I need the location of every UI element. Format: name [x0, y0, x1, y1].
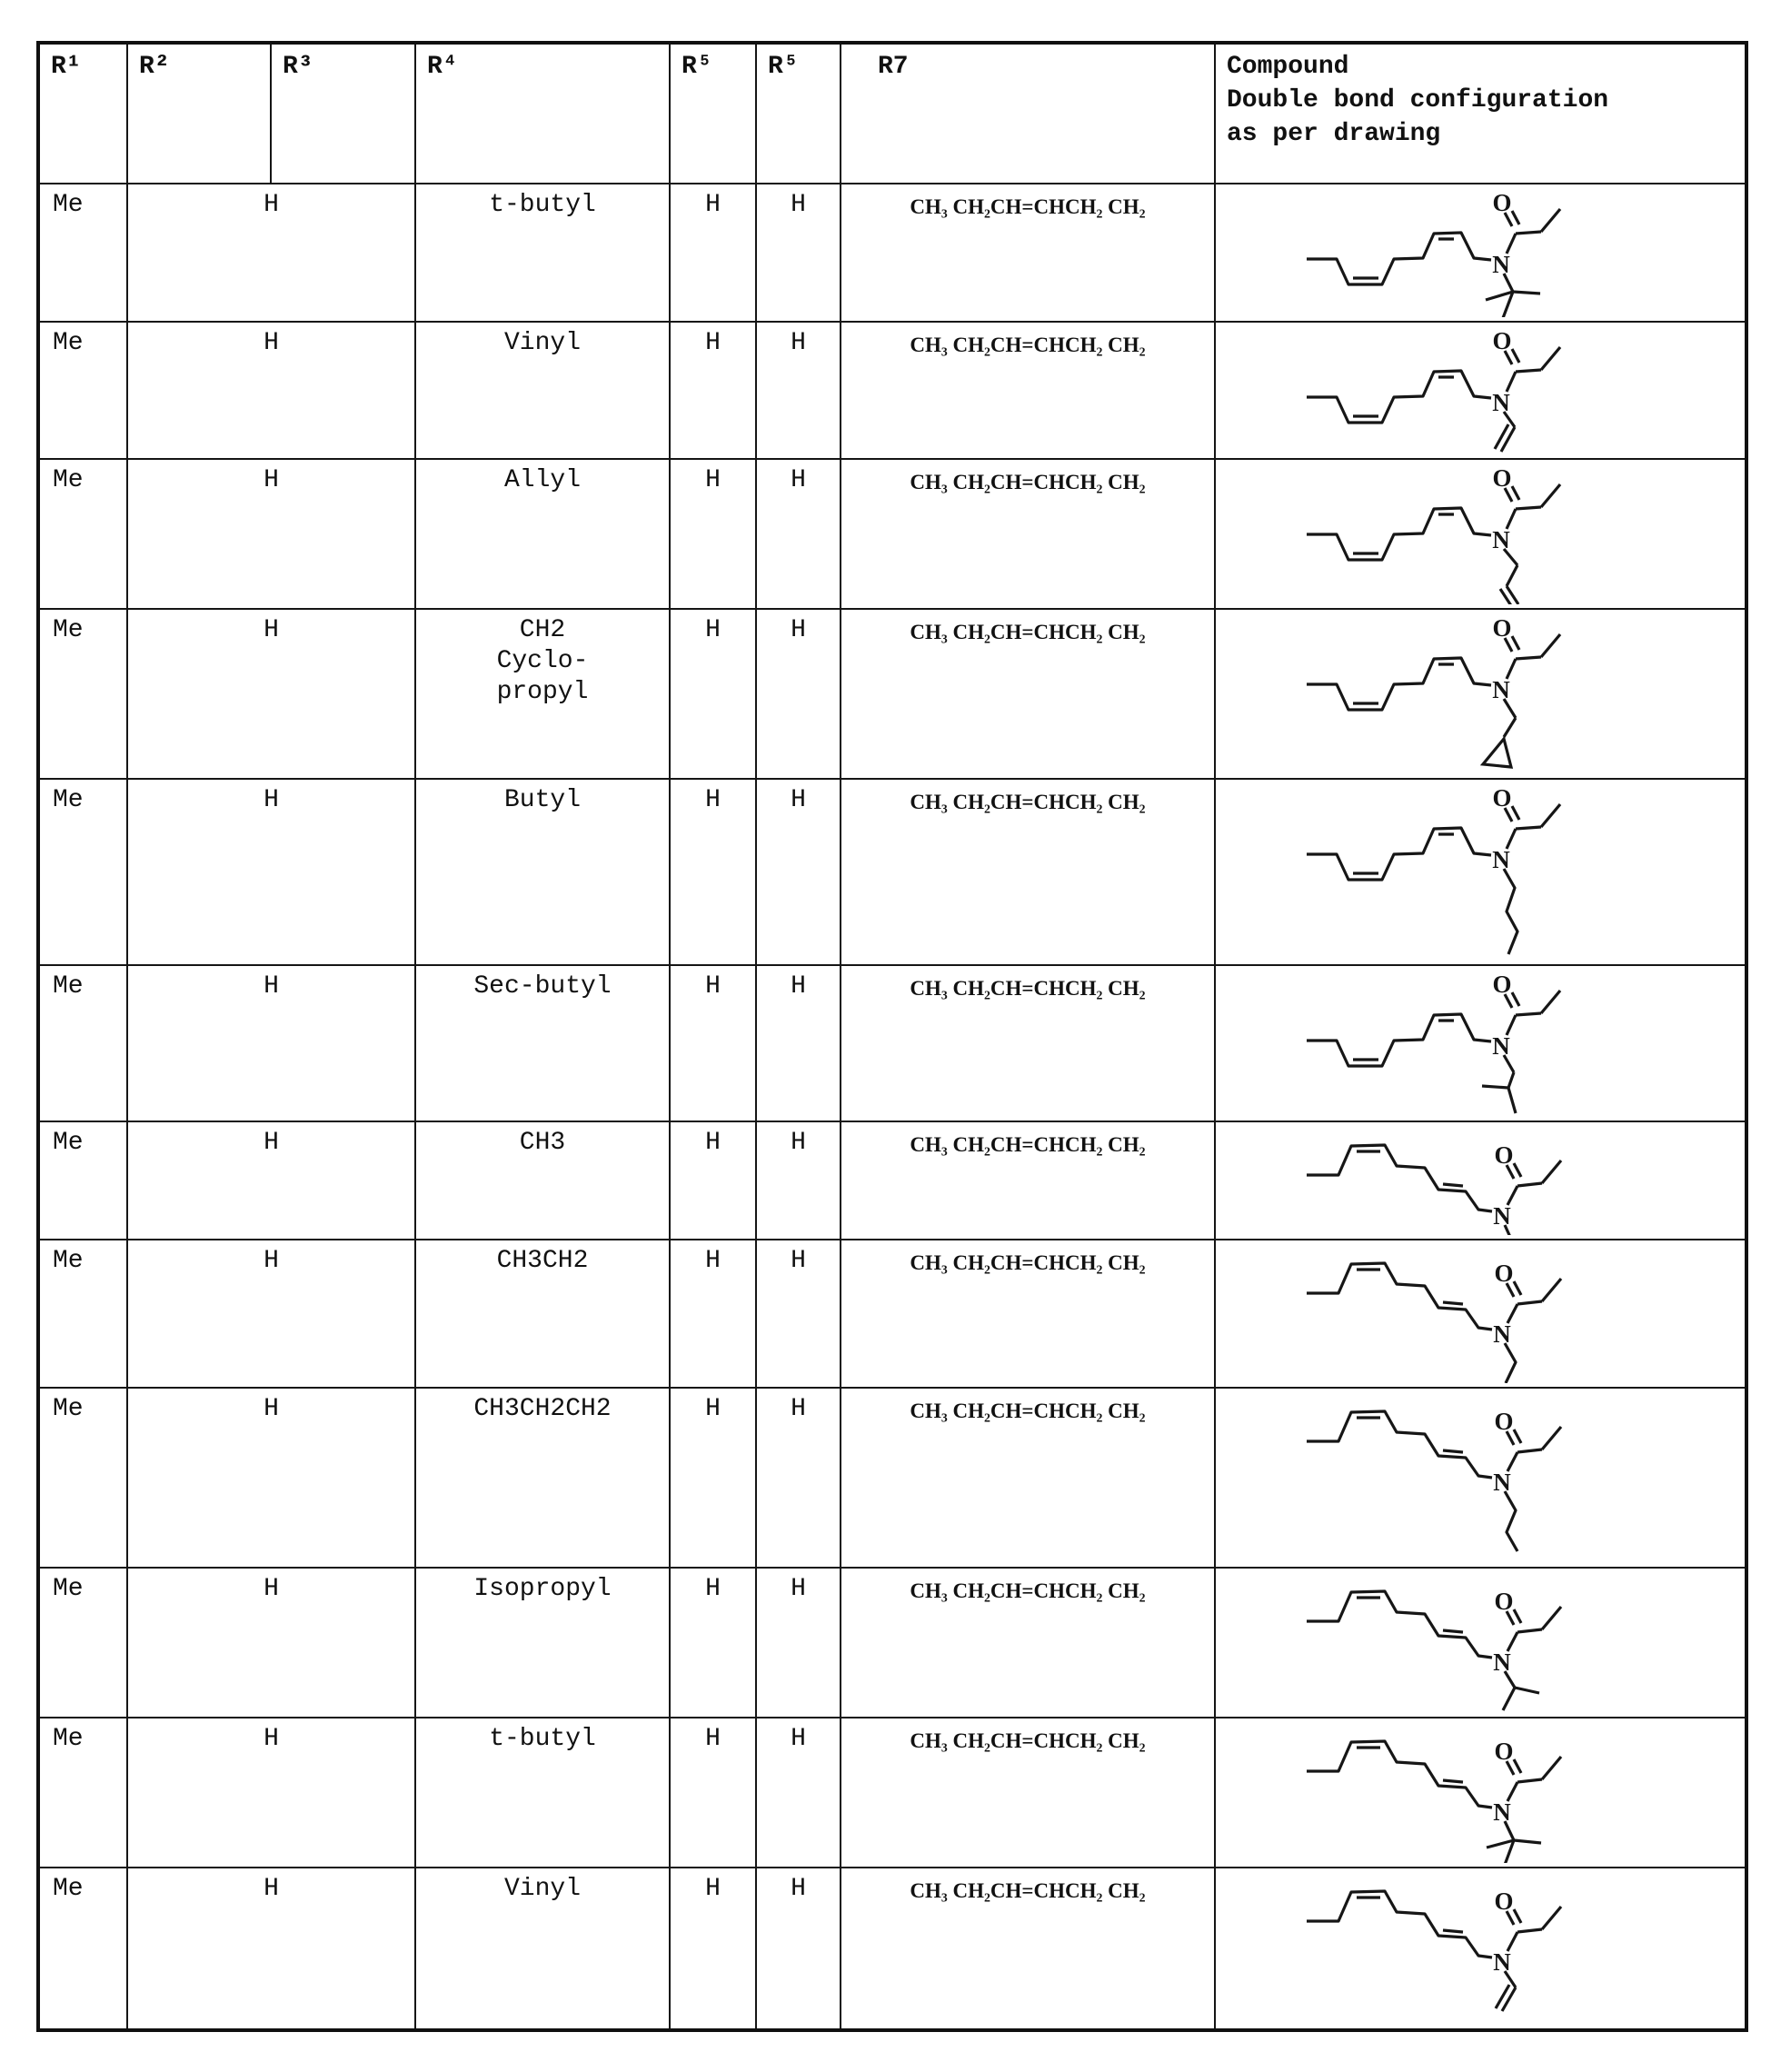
cell-r4: Sec-butyl: [415, 965, 670, 1121]
cell-r5: H: [670, 609, 756, 779]
oxygen-atom-label: O: [1492, 189, 1512, 216]
cell-r7-formula: CH₃ CH₂CH=CHCH₂ CH₂: [841, 609, 1215, 779]
cell-r5: H: [670, 1718, 756, 1868]
compound-row: [38, 1568, 1746, 1718]
cell-r6: H: [756, 184, 841, 322]
cell-r6: H: [756, 1568, 841, 1718]
cell-r4: Vinyl: [415, 322, 670, 459]
header-r3: R³: [271, 43, 415, 184]
compound-structure-drawing: [1216, 1569, 1744, 1713]
compound-structure-drawing: [1216, 780, 1744, 961]
compound-row: [38, 1718, 1746, 1868]
cell-r4: Allyl: [415, 459, 670, 609]
nitrogen-atom-label: N: [1493, 1948, 1511, 1976]
cell-r1: Me: [38, 779, 127, 965]
cell-r5: H: [670, 1121, 756, 1240]
cell-compound-structure: [1215, 609, 1746, 779]
oxygen-atom-label: O: [1492, 784, 1512, 812]
cell-r5: H: [670, 459, 756, 609]
cell-r4: t-butyl: [415, 184, 670, 322]
cell-r2-r3: H: [127, 1240, 415, 1388]
cell-compound-structure: [1215, 1718, 1746, 1868]
cell-r2-r3: H: [127, 459, 415, 609]
cell-r7-formula: CH₃ CH₂CH=CHCH₂ CH₂: [841, 1240, 1215, 1388]
cell-r6: H: [756, 322, 841, 459]
cell-r4: Butyl: [415, 779, 670, 965]
nitrogen-atom-label: N: [1492, 251, 1510, 278]
cell-r4: Isopropyl: [415, 1568, 670, 1718]
cell-compound-structure: [1215, 1240, 1746, 1388]
oxygen-atom-label: O: [1492, 971, 1512, 998]
cell-r7-formula: CH₃ CH₂CH=CHCH₂ CH₂: [841, 1568, 1215, 1718]
cell-r5: H: [670, 779, 756, 965]
cell-r6: H: [756, 1240, 841, 1388]
header-r6: R⁵: [756, 43, 841, 184]
cell-r5: H: [670, 1240, 756, 1388]
nitrogen-atom-label: N: [1492, 1032, 1510, 1060]
cell-r4: CH2 Cyclo- propyl: [415, 609, 670, 779]
compound-structure-drawing: [1216, 1718, 1744, 1863]
cell-r7-formula: CH₃ CH₂CH=CHCH₂ CH₂: [841, 1121, 1215, 1240]
cell-r5: H: [670, 184, 756, 322]
cell-r5: H: [670, 965, 756, 1121]
cell-r7-formula: CH₃ CH₂CH=CHCH₂ CH₂: [841, 1388, 1215, 1568]
cell-r5: H: [670, 1388, 756, 1568]
cell-compound-structure: [1215, 1868, 1746, 2030]
cell-r6: H: [756, 779, 841, 965]
cell-r1: Me: [38, 1240, 127, 1388]
cell-r2-r3: H: [127, 965, 415, 1121]
cell-r2-r3: H: [127, 1718, 415, 1868]
cell-r2-r3: H: [127, 1568, 415, 1718]
cell-r7-formula: CH₃ CH₂CH=CHCH₂ CH₂: [841, 1718, 1215, 1868]
nitrogen-atom-label: N: [1493, 1649, 1511, 1676]
cell-r6: H: [756, 1868, 841, 2030]
cell-r2-r3: H: [127, 1121, 415, 1240]
cell-r1: Me: [38, 609, 127, 779]
compound-table: [36, 41, 1748, 2032]
compound-structure-drawing: [1216, 184, 1744, 317]
compound-structure-drawing: [1216, 1122, 1744, 1235]
oxygen-atom-label: O: [1492, 614, 1512, 642]
cell-r2-r3: H: [127, 779, 415, 965]
compound-structure-drawing: [1216, 1240, 1744, 1383]
cell-r5: H: [670, 1568, 756, 1718]
cell-r2-r3: H: [127, 1388, 415, 1568]
compound-row: [38, 1868, 1746, 2030]
cell-r7-formula: CH₃ CH₂CH=CHCH₂ CH₂: [841, 965, 1215, 1121]
oxygen-atom-label: O: [1494, 1408, 1514, 1435]
header-row: [38, 43, 1746, 184]
cell-r6: H: [756, 1121, 841, 1240]
header-compound: Compound Double bond configuration as per drawing: [1215, 43, 1746, 184]
cell-r7-formula: CH₃ CH₂CH=CHCH₂ CH₂: [841, 459, 1215, 609]
oxygen-atom-label: O: [1492, 464, 1512, 492]
compound-row: [38, 1240, 1746, 1388]
cell-r4: CH3: [415, 1121, 670, 1240]
compound-row: [38, 184, 1746, 322]
compound-row: [38, 1388, 1746, 1568]
nitrogen-atom-label: N: [1493, 1469, 1511, 1496]
cell-compound-structure: [1215, 184, 1746, 322]
cell-r1: Me: [38, 1568, 127, 1718]
cell-r1: Me: [38, 1718, 127, 1868]
cell-r1: Me: [38, 1388, 127, 1568]
cell-r7-formula: CH₃ CH₂CH=CHCH₂ CH₂: [841, 779, 1215, 965]
compound-row: [38, 1121, 1746, 1240]
cell-r4: Vinyl: [415, 1868, 670, 2030]
cell-compound-structure: [1215, 322, 1746, 459]
cell-r6: H: [756, 965, 841, 1121]
compound-structure-drawing: [1216, 966, 1744, 1117]
compound-structure-drawing: [1216, 1389, 1744, 1563]
cell-r2-r3: H: [127, 184, 415, 322]
cell-r1: Me: [38, 184, 127, 322]
cell-compound-structure: [1215, 459, 1746, 609]
cell-compound-structure: [1215, 965, 1746, 1121]
cell-r7-formula: CH₃ CH₂CH=CHCH₂ CH₂: [841, 1868, 1215, 2030]
cell-r4: CH3CH2: [415, 1240, 670, 1388]
cell-compound-structure: [1215, 1121, 1746, 1240]
cell-r1: Me: [38, 322, 127, 459]
compound-structure-drawing: [1216, 610, 1744, 774]
cell-r4: t-butyl: [415, 1718, 670, 1868]
header-r4: R⁴: [415, 43, 670, 184]
cell-r4: CH3CH2CH2: [415, 1388, 670, 1568]
compound-structure-drawing: [1216, 323, 1744, 454]
nitrogen-atom-label: N: [1492, 846, 1510, 873]
oxygen-atom-label: O: [1494, 1141, 1514, 1169]
nitrogen-atom-label: N: [1492, 526, 1510, 553]
oxygen-atom-label: O: [1494, 1588, 1514, 1615]
cell-r2-r3: H: [127, 1868, 415, 2030]
compound-structure-drawing: [1216, 460, 1744, 604]
nitrogen-atom-label: N: [1493, 1202, 1511, 1230]
cell-r7-formula: CH₃ CH₂CH=CHCH₂ CH₂: [841, 322, 1215, 459]
cell-compound-structure: [1215, 1568, 1746, 1718]
cell-r6: H: [756, 1388, 841, 1568]
compound-row: [38, 779, 1746, 965]
nitrogen-atom-label: N: [1493, 1798, 1511, 1826]
cell-r6: H: [756, 459, 841, 609]
cell-r2-r3: H: [127, 609, 415, 779]
cell-r2-r3: H: [127, 322, 415, 459]
cell-r1: Me: [38, 1868, 127, 2030]
header-r5: R⁵: [670, 43, 756, 184]
cell-r1: Me: [38, 1121, 127, 1240]
oxygen-atom-label: O: [1492, 327, 1512, 354]
compound-row: [38, 965, 1746, 1121]
cell-r6: H: [756, 1718, 841, 1868]
header-r1: R¹: [38, 43, 127, 184]
oxygen-atom-label: O: [1494, 1738, 1514, 1765]
compound-row: [38, 459, 1746, 609]
cell-r6: H: [756, 609, 841, 779]
oxygen-atom-label: O: [1494, 1888, 1514, 1915]
nitrogen-atom-label: N: [1492, 389, 1510, 416]
cell-compound-structure: [1215, 1388, 1746, 1568]
cell-r1: Me: [38, 965, 127, 1121]
header-r7: R7: [841, 43, 1215, 184]
cell-r5: H: [670, 322, 756, 459]
compound-row: [38, 322, 1746, 459]
nitrogen-atom-label: N: [1493, 1320, 1511, 1348]
cell-r7-formula: CH₃ CH₂CH=CHCH₂ CH₂: [841, 184, 1215, 322]
compound-table-wrap: [36, 41, 1748, 2032]
cell-r1: Me: [38, 459, 127, 609]
oxygen-atom-label: O: [1494, 1260, 1514, 1287]
header-r2: R²: [127, 43, 271, 184]
cell-r5: H: [670, 1868, 756, 2030]
compound-row: [38, 609, 1746, 779]
cell-compound-structure: [1215, 779, 1746, 965]
compound-structure-drawing: [1216, 1868, 1744, 2026]
nitrogen-atom-label: N: [1492, 676, 1510, 703]
